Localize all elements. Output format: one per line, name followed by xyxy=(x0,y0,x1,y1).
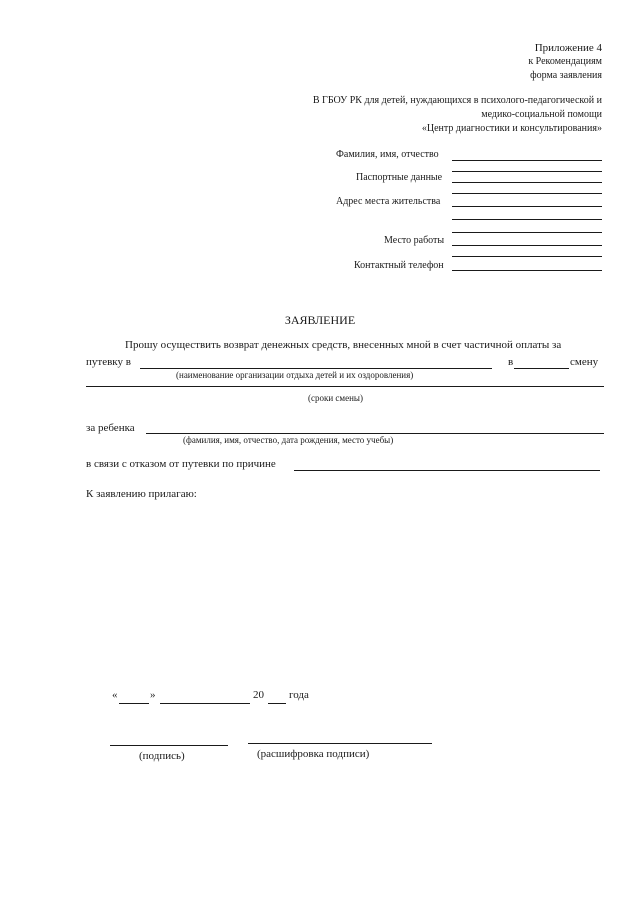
child-caption: (фамилия, имя, отчество, дата рождения, место учебы) xyxy=(183,435,394,445)
phone-label: Контактный телефон xyxy=(354,260,444,271)
voucher-in-label: путевку в xyxy=(86,356,131,368)
in-label: в xyxy=(508,356,514,368)
recommendations-label: к Рекомендациям xyxy=(528,56,602,67)
shift-dates-caption: (сроки смены) xyxy=(308,393,363,403)
refusal-reason-label: в связи с отказом от путевки по причине xyxy=(86,458,276,470)
date-day-field[interactable] xyxy=(119,703,149,704)
request-text: Прошу осуществить возврат денежных средств, внесенных мной в счет частичной оплаты за xyxy=(125,339,562,351)
full-name-label: Фамилия, имя, отчество xyxy=(336,149,439,160)
signature-decode-field[interactable] xyxy=(248,743,432,744)
date-open-quote: « xyxy=(112,689,118,701)
appendix-label: Приложение 4 xyxy=(534,42,602,54)
shift-label: смену xyxy=(570,356,599,368)
year-suffix: года xyxy=(289,689,309,701)
passport-label: Паспортные данные xyxy=(356,172,443,183)
work-field[interactable] xyxy=(452,245,602,246)
addressee-line-3: «Центр диагностики и консультирования» xyxy=(421,123,602,134)
phone-field[interactable] xyxy=(452,270,602,271)
organization-field[interactable] xyxy=(140,368,492,369)
shift-dates-field[interactable] xyxy=(86,386,604,387)
address-field-2[interactable] xyxy=(452,219,602,220)
date-month-field[interactable] xyxy=(160,703,250,704)
addressee-line-2: медико-социальной помощи xyxy=(481,109,602,120)
date-year-field[interactable] xyxy=(268,703,286,704)
date-close-quote: » xyxy=(150,689,156,701)
passport-field[interactable] xyxy=(452,182,602,183)
form-name-label: форма заявления xyxy=(530,70,602,81)
address-field[interactable] xyxy=(452,206,602,207)
signature-decode-caption: (расшифровка подписи) xyxy=(257,748,370,760)
document-title: ЗАЯВЛЕНИЕ xyxy=(284,313,356,327)
organization-caption: (наименование организации отдыха детей и их оздоровления) xyxy=(176,370,414,380)
passport-field-2[interactable] xyxy=(452,193,602,194)
work-field-2[interactable] xyxy=(452,256,602,257)
addressee-line-1: В ГБОУ РК для детей, нуждающихся в психолого-педагогической и xyxy=(312,95,602,106)
child-field[interactable] xyxy=(146,433,604,434)
year-prefix: 20 xyxy=(253,689,264,701)
refusal-reason-field[interactable] xyxy=(294,470,600,471)
signature-field[interactable] xyxy=(110,745,228,746)
work-label: Место работы xyxy=(384,235,445,246)
attachments-label: К заявлению прилагаю: xyxy=(86,488,197,500)
signature-caption: (подпись) xyxy=(139,750,185,762)
address-field-3[interactable] xyxy=(452,232,602,233)
for-child-label: за ребенка xyxy=(86,422,135,434)
shift-number-field[interactable] xyxy=(514,368,569,369)
full-name-field-2[interactable] xyxy=(452,171,602,172)
full-name-field[interactable] xyxy=(452,160,602,161)
address-label: Адрес места жительства xyxy=(336,196,441,207)
